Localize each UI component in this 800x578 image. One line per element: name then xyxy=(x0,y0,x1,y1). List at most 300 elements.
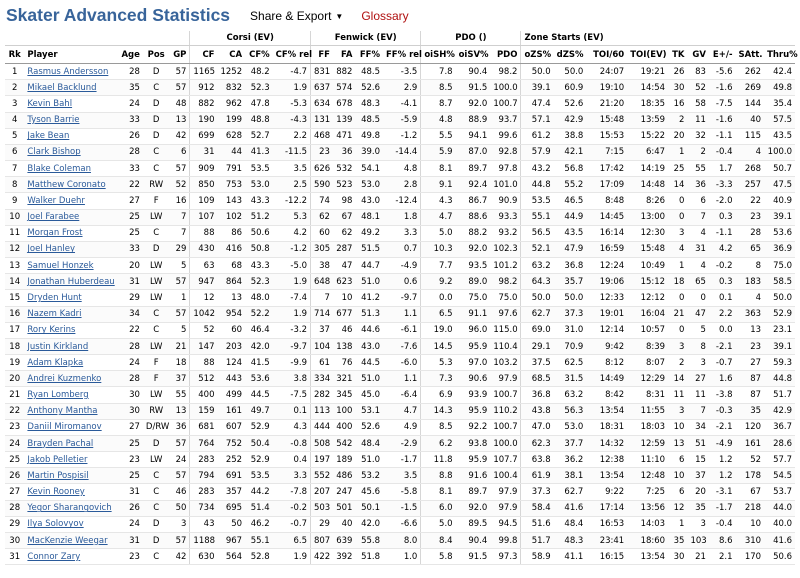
cell-ca: 50 xyxy=(217,516,245,532)
cell-ca: 143 xyxy=(217,193,245,209)
cell-age: 28 xyxy=(118,338,143,354)
cell-satt: 183 xyxy=(735,274,764,290)
cell-ozs: 43.8 xyxy=(521,403,554,419)
cell-ff: 55.8 xyxy=(355,532,383,548)
cell-e: 0.3 xyxy=(709,274,736,290)
cell-gp: 37 xyxy=(169,371,189,387)
cell-cf-rel: -12.2 xyxy=(273,193,311,209)
column-header-pdo[interactable]: PDO xyxy=(490,46,521,64)
cell-dzs: 56.3 xyxy=(554,403,587,419)
cell-pdo: 99.6 xyxy=(490,128,521,144)
cell-ca: 199 xyxy=(217,112,245,128)
cell-satt: 8 xyxy=(735,258,764,274)
cell-e: 4.2 xyxy=(709,241,736,257)
cell-oish: 8.5 xyxy=(421,419,456,435)
cell-gv: 36 xyxy=(687,177,708,193)
cell-toi-60: 19:10 xyxy=(586,80,627,96)
player-link[interactable]: Rasmus Andersson xyxy=(27,66,109,77)
cell-cf-rel: -7.8 xyxy=(273,484,311,500)
cell-gv: 3 xyxy=(687,516,708,532)
player-link[interactable]: MacKenzie Weegar xyxy=(27,535,108,546)
cell-cf: 63 xyxy=(190,258,218,274)
cell-oish: 6.2 xyxy=(421,435,456,451)
cell-gp: 50 xyxy=(169,500,189,516)
cell-rk: 31 xyxy=(5,549,24,565)
cell-oish: 5.0 xyxy=(421,516,456,532)
column-header-pos[interactable]: Pos xyxy=(143,46,170,64)
cell-toi-ev: 13:54 xyxy=(627,549,668,565)
cell-ff: 44.7 xyxy=(355,258,383,274)
cell-ff: 62 xyxy=(310,209,332,225)
cell-cf: 630 xyxy=(190,549,218,565)
cell-toi-60: 15:53 xyxy=(586,128,627,144)
page-header xyxy=(0,0,800,31)
cell-gv: 6 xyxy=(687,193,708,209)
column-header-e[interactable]: E+/- xyxy=(709,46,736,64)
cell-age: 24 xyxy=(118,96,143,112)
cell-dzs: 42.9 xyxy=(554,112,587,128)
table-row xyxy=(5,403,795,419)
cell-ff: 648 xyxy=(310,274,332,290)
player-cell xyxy=(24,532,118,548)
cell-toi-ev: 12:30 xyxy=(627,225,668,241)
player-link[interactable]: Jakob Pelletier xyxy=(27,454,88,465)
cell-pdo: 90.9 xyxy=(490,193,521,209)
cell-toi-60: 24:07 xyxy=(586,64,627,80)
cell-rk: 14 xyxy=(5,274,24,290)
cell-toi-ev: 7:25 xyxy=(627,484,668,500)
player-link[interactable]: Jake Bean xyxy=(27,131,70,142)
player-link[interactable]: Tyson Barrie xyxy=(27,115,80,126)
cell-pos: F xyxy=(143,371,170,387)
cell-dzs: 41.1 xyxy=(554,549,587,565)
cell-age: 30 xyxy=(118,387,143,403)
cell-ff: 637 xyxy=(310,80,332,96)
player-link[interactable]: Adam Klapka xyxy=(27,357,84,368)
cell-toi-ev: 18:03 xyxy=(627,419,668,435)
cell-thru: 44.0 xyxy=(764,500,795,516)
table-row xyxy=(5,387,795,403)
cell-toi-60: 12:33 xyxy=(586,290,627,306)
column-header-ozs[interactable]: oZS% xyxy=(521,46,554,64)
player-link[interactable]: Rory Kerins xyxy=(27,325,76,336)
cell-ff: 51.8 xyxy=(355,549,383,565)
player-cell xyxy=(24,452,118,468)
player-cell xyxy=(24,161,118,177)
cell-age: 23 xyxy=(118,549,143,565)
cell-toi-ev: 16:04 xyxy=(627,306,668,322)
cell-ff: 422 xyxy=(310,549,332,565)
cell-pdo: 103.2 xyxy=(490,355,521,371)
cell-ozs: 55.1 xyxy=(521,209,554,225)
glossary-link[interactable]: Glossary xyxy=(361,8,409,23)
cell-pos: C xyxy=(143,484,170,500)
column-header-ff-rel[interactable]: FF% rel xyxy=(383,46,421,64)
column-header-rk[interactable]: Rk xyxy=(5,46,24,64)
cell-ff: 468 xyxy=(310,128,332,144)
player-link[interactable]: Joel Farabee xyxy=(27,212,80,223)
cell-fa: 882 xyxy=(333,64,355,80)
cell-ff: 334 xyxy=(310,371,332,387)
cell-ozs: 63.8 xyxy=(521,452,554,468)
player-link[interactable]: Anthony Mantha xyxy=(27,406,98,417)
player-link[interactable]: Kevin Rooney xyxy=(27,487,85,498)
cell-oish: 5.9 xyxy=(421,144,456,160)
cell-ff-rel: 8.0 xyxy=(383,532,421,548)
player-link[interactable]: Mikael Backlund xyxy=(27,82,97,93)
cell-toi-ev: 14:54 xyxy=(627,80,668,96)
cell-ozs: 68.5 xyxy=(521,371,554,387)
cell-gv: 2 xyxy=(687,144,708,160)
cell-gv: 7 xyxy=(687,209,708,225)
cell-oisv: 75.0 xyxy=(456,290,491,306)
player-link[interactable]: Connor Zary xyxy=(27,551,81,562)
cell-ff-rel: 0.7 xyxy=(383,241,421,257)
column-header-ca[interactable]: CA xyxy=(217,46,245,64)
table-row xyxy=(5,96,795,112)
cell-gv: 3 xyxy=(687,355,708,371)
cell-toi-ev: 8:07 xyxy=(627,355,668,371)
cell-age: 28 xyxy=(118,371,143,387)
cell-e: -0.4 xyxy=(709,516,736,532)
player-cell xyxy=(24,435,118,451)
cell-gv: 15 xyxy=(687,452,708,468)
cell-satt: 363 xyxy=(735,306,764,322)
cell-fa: 523 xyxy=(333,177,355,193)
cell-satt: 10 xyxy=(735,516,764,532)
cell-toi-60: 17:14 xyxy=(586,500,627,516)
cell-ca: 60 xyxy=(217,322,245,338)
column-header-oish[interactable]: oiSH% xyxy=(421,46,456,64)
cell-satt: 161 xyxy=(735,435,764,451)
column-header-cf[interactable]: CF% xyxy=(245,46,273,64)
cell-cf: 43 xyxy=(190,516,218,532)
cell-tk: 4 xyxy=(668,241,687,257)
cell-tk: 0 xyxy=(668,290,687,306)
cell-oisv: 91.5 xyxy=(456,549,491,565)
cell-cf: 44.5 xyxy=(245,387,273,403)
cell-oisv: 95.9 xyxy=(456,403,491,419)
cell-cf: 699 xyxy=(190,128,218,144)
table-row xyxy=(5,419,795,435)
cell-ff: 48.1 xyxy=(355,209,383,225)
cell-pdo: 115.0 xyxy=(490,322,521,338)
cell-ff: 131 xyxy=(310,112,332,128)
cell-oish: 19.0 xyxy=(421,322,456,338)
cell-fa: 345 xyxy=(333,387,355,403)
cell-pos: D xyxy=(143,96,170,112)
cell-tk: 26 xyxy=(668,64,687,80)
cell-dzs: 56.8 xyxy=(554,161,587,177)
player-link[interactable]: Kevin Bahl xyxy=(27,98,73,109)
cell-thru: 54.5 xyxy=(764,468,795,484)
cell-tk: 0 xyxy=(668,209,687,225)
cell-dzs: 42.1 xyxy=(554,144,587,160)
cell-gp: 13 xyxy=(169,112,189,128)
player-link[interactable]: Andrei Kuzmenko xyxy=(27,373,102,384)
column-header-gv[interactable]: GV xyxy=(687,46,708,64)
cell-cf-rel: -0.8 xyxy=(273,435,311,451)
cell-pos: LW xyxy=(143,290,170,306)
cell-fa: 138 xyxy=(333,338,355,354)
cell-oish: 7.7 xyxy=(421,258,456,274)
cell-ff-rel: -2.9 xyxy=(383,435,421,451)
cell-ff-rel: -1.7 xyxy=(383,452,421,468)
cell-satt: 52 xyxy=(735,452,764,468)
cell-thru: 100.0 xyxy=(764,144,795,160)
table-row xyxy=(5,338,795,354)
cell-cf: 52.7 xyxy=(245,128,273,144)
cell-cf: 50.8 xyxy=(245,241,273,257)
cell-pos: C xyxy=(143,468,170,484)
cell-fa: 10 xyxy=(333,290,355,306)
cell-fa: 400 xyxy=(333,419,355,435)
cell-cf: 43.3 xyxy=(245,193,273,209)
player-cell xyxy=(24,484,118,500)
player-link[interactable]: Morgan Frost xyxy=(27,228,83,239)
player-link[interactable]: Daniil Miromanov xyxy=(27,422,102,433)
cell-toi-60: 23:41 xyxy=(586,532,627,548)
cell-pdo: 94.5 xyxy=(490,516,521,532)
cell-ozs: 62.7 xyxy=(521,306,554,322)
cell-gp: 36 xyxy=(169,419,189,435)
cell-cf: 44.2 xyxy=(245,484,273,500)
cell-ca: 44 xyxy=(217,144,245,160)
cell-satt: 87 xyxy=(735,387,764,403)
cell-thru: 43.5 xyxy=(764,128,795,144)
player-cell xyxy=(24,468,118,484)
cell-toi-60: 14:45 xyxy=(586,209,627,225)
table-row xyxy=(5,290,795,306)
cell-cf: 52.3 xyxy=(245,80,273,96)
cell-toi-60: 17:42 xyxy=(586,161,627,177)
cell-dzs: 53.0 xyxy=(554,419,587,435)
player-cell xyxy=(24,387,118,403)
cell-e: 0.1 xyxy=(709,290,736,306)
cell-pdo: 97.3 xyxy=(490,549,521,565)
cell-pos: D xyxy=(143,516,170,532)
cell-toi-ev: 11:10 xyxy=(627,452,668,468)
cell-cf: 947 xyxy=(190,274,218,290)
column-header-dzs[interactable]: dZS% xyxy=(554,46,587,64)
column-header-cf[interactable]: CF xyxy=(190,46,218,64)
cell-pos: D xyxy=(143,112,170,128)
cell-ff: 508 xyxy=(310,435,332,451)
column-header-cf-rel[interactable]: CF% rel xyxy=(273,46,311,64)
column-header-age[interactable]: Age xyxy=(118,46,143,64)
player-cell xyxy=(24,403,118,419)
player-link[interactable]: Brayden Pachal xyxy=(27,438,94,449)
cell-cf: 31 xyxy=(190,144,218,160)
cell-age: 27 xyxy=(118,419,143,435)
column-header-fa[interactable]: FA xyxy=(333,46,355,64)
cell-cf: 52.3 xyxy=(245,274,273,290)
cell-satt: 310 xyxy=(735,532,764,548)
player-link[interactable]: Blake Coleman xyxy=(27,163,91,174)
cell-ca: 864 xyxy=(217,274,245,290)
cell-fa: 98 xyxy=(333,193,355,209)
cell-oisv: 91.1 xyxy=(456,306,491,322)
cell-ff: 60 xyxy=(310,225,332,241)
cell-toi-60: 15:48 xyxy=(586,112,627,128)
cell-cf: 1042 xyxy=(190,306,218,322)
cell-fa: 639 xyxy=(333,532,355,548)
cell-cf: 41.3 xyxy=(245,144,273,160)
cell-ff: 39.0 xyxy=(355,144,383,160)
cell-cf: 51.2 xyxy=(245,209,273,225)
cell-cf-rel: -7.4 xyxy=(273,290,311,306)
cell-ff-rel: 3.5 xyxy=(383,468,421,484)
cell-oish: 8.5 xyxy=(421,80,456,96)
cell-ozs: 69.0 xyxy=(521,322,554,338)
player-link[interactable]: Jonathan Huberdeau xyxy=(27,276,115,287)
cell-rk: 22 xyxy=(5,403,24,419)
cell-cf: 909 xyxy=(190,161,218,177)
cell-cf: 147 xyxy=(190,338,218,354)
cell-pdo: 100.7 xyxy=(490,419,521,435)
cell-cf: 51.4 xyxy=(245,500,273,516)
table-row xyxy=(5,532,795,548)
cell-cf-rel: -11.5 xyxy=(273,144,311,160)
cell-tk: 16 xyxy=(668,96,687,112)
column-header-ff[interactable]: FF xyxy=(310,46,332,64)
cell-fa: 100 xyxy=(333,403,355,419)
cell-cf: 283 xyxy=(190,484,218,500)
cell-satt: 22 xyxy=(735,193,764,209)
cell-cf: 52.9 xyxy=(245,452,273,468)
cell-e: 2.1 xyxy=(709,549,736,565)
cell-ff: 634 xyxy=(310,96,332,112)
cell-ff: 48.5 xyxy=(355,64,383,80)
player-link[interactable]: Walker Duehr xyxy=(27,195,85,206)
cell-toi-ev: 19:21 xyxy=(627,64,668,80)
player-link[interactable]: Matthew Coronato xyxy=(27,179,106,190)
cell-oish: 0.0 xyxy=(421,290,456,306)
cell-cf: 190 xyxy=(190,112,218,128)
cell-rk: 21 xyxy=(5,387,24,403)
cell-cf-rel: 0.1 xyxy=(273,403,311,419)
cell-oisv: 88.9 xyxy=(456,112,491,128)
column-header-toi-60[interactable]: TOI/60 xyxy=(586,46,627,64)
cell-toi-ev: 12:48 xyxy=(627,468,668,484)
cell-toi-60: 21:20 xyxy=(586,96,627,112)
cell-pos: LW xyxy=(143,452,170,468)
table-row xyxy=(5,435,795,451)
cell-ff-rel: 0.6 xyxy=(383,274,421,290)
player-link[interactable]: Dryden Hunt xyxy=(27,292,82,303)
cell-age: 22 xyxy=(118,177,143,193)
cell-gp: 3 xyxy=(169,516,189,532)
cell-toi-ev: 13:59 xyxy=(627,112,668,128)
cell-pos: LW xyxy=(143,274,170,290)
cell-gp: 48 xyxy=(169,96,189,112)
cell-oisv: 95.9 xyxy=(456,452,491,468)
cell-tk: 30 xyxy=(668,549,687,565)
column-header-toi-ev[interactable]: TOI(EV) xyxy=(627,46,668,64)
cell-pdo: 97.9 xyxy=(490,500,521,516)
cell-e: -2.1 xyxy=(709,338,736,354)
player-link[interactable]: Justin Kirkland xyxy=(27,341,89,352)
cell-pdo: 98.2 xyxy=(490,64,521,80)
cell-dzs: 38.8 xyxy=(554,128,587,144)
cell-cf: 109 xyxy=(190,193,218,209)
cell-oisv: 93.8 xyxy=(456,435,491,451)
cell-oish: 10.3 xyxy=(421,241,456,257)
cell-ff: 104 xyxy=(310,338,332,354)
column-header-oisv[interactable]: oiSV% xyxy=(456,46,491,64)
cell-gp: 29 xyxy=(169,241,189,257)
cell-ozs: 51.6 xyxy=(521,516,554,532)
cell-ozs: 56.5 xyxy=(521,225,554,241)
player-link[interactable]: Nazem Kadri xyxy=(27,309,82,320)
table-row xyxy=(5,516,795,532)
cell-oisv: 92.0 xyxy=(456,96,491,112)
cell-rk: 5 xyxy=(5,128,24,144)
column-header-satt[interactable]: SAtt. xyxy=(735,46,764,64)
cell-pdo: 75.0 xyxy=(490,290,521,306)
cell-cf: 882 xyxy=(190,96,218,112)
cell-gp: 46 xyxy=(169,484,189,500)
cell-gp: 57 xyxy=(169,80,189,96)
cell-satt: 23 xyxy=(735,209,764,225)
cell-fa: 321 xyxy=(333,371,355,387)
player-link[interactable]: Ryan Lomberg xyxy=(27,390,89,401)
table-row xyxy=(5,241,795,257)
column-header-ff[interactable]: FF% xyxy=(355,46,383,64)
table-row xyxy=(5,225,795,241)
cell-satt: 65 xyxy=(735,241,764,257)
cell-ca: 443 xyxy=(217,371,245,387)
cell-ozs: 62.3 xyxy=(521,435,554,451)
cell-fa: 189 xyxy=(333,452,355,468)
cell-thru: 41.6 xyxy=(764,532,795,548)
cell-thru: 59.3 xyxy=(764,355,795,371)
player-link[interactable]: Samuel Honzek xyxy=(27,260,94,271)
share-export-menu[interactable] xyxy=(250,9,343,23)
column-header-tk[interactable]: TK xyxy=(668,46,687,64)
cell-gp: 57 xyxy=(169,306,189,322)
cell-cf-rel: -9.9 xyxy=(273,355,311,371)
cell-satt: 144 xyxy=(735,96,764,112)
player-link[interactable]: Joel Hanley xyxy=(27,244,76,255)
cell-rk: 11 xyxy=(5,225,24,241)
cell-tk: 14 xyxy=(668,371,687,387)
cell-gv: 103 xyxy=(687,532,708,548)
cell-ff-rel: -6.4 xyxy=(383,387,421,403)
cell-oish: 6.0 xyxy=(421,500,456,516)
column-header-player[interactable]: Player xyxy=(24,46,118,64)
cell-dzs: 55.2 xyxy=(554,177,587,193)
cell-cf-rel: 1.9 xyxy=(273,80,311,96)
column-header-gp[interactable]: GP xyxy=(169,46,189,64)
cell-oish: 5.0 xyxy=(421,225,456,241)
cell-toi-ev: 12:12 xyxy=(627,290,668,306)
cell-thru: 35.4 xyxy=(764,96,795,112)
player-cell xyxy=(24,225,118,241)
column-header-thru[interactable]: Thru% xyxy=(764,46,795,64)
cell-rk: 4 xyxy=(5,112,24,128)
cell-ff: 48.5 xyxy=(355,112,383,128)
player-link[interactable]: Ilya Solovyov xyxy=(27,519,84,530)
cell-pos: RW xyxy=(143,403,170,419)
player-link[interactable]: Yegor Sharangovich xyxy=(27,503,112,514)
cell-ff: 45.0 xyxy=(355,387,383,403)
player-link[interactable]: Martin Pospisil xyxy=(27,470,89,481)
cell-tk: 18 xyxy=(668,274,687,290)
player-link[interactable]: Clark Bishop xyxy=(27,147,81,158)
cell-oish: 4.7 xyxy=(421,209,456,225)
cell-fa: 67 xyxy=(333,209,355,225)
